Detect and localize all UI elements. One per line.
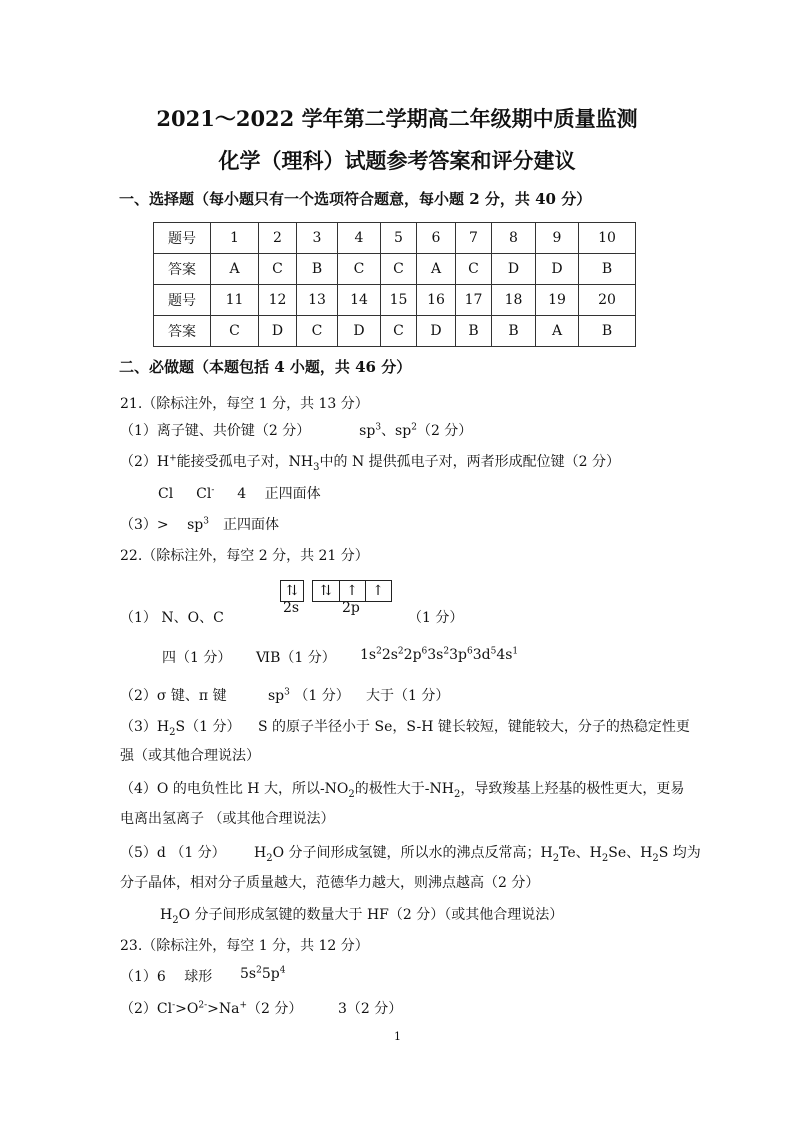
orbital-2s-box: [280, 580, 304, 602]
table-cell: C: [381, 316, 417, 347]
q23-header: 23.（除标注外，每空 1 分，共 12 分）: [120, 938, 369, 954]
table-row-label: 答案: [154, 316, 211, 347]
table-cell: C: [211, 316, 259, 347]
table-cell: C: [297, 316, 338, 347]
table-cell: 7: [456, 223, 492, 254]
table-cell: D: [259, 316, 297, 347]
table-cell: D: [417, 316, 456, 347]
page-number: 1: [394, 1030, 401, 1043]
q22-header: 22.（除标注外，每空 2 分，共 21 分）: [120, 548, 369, 564]
table-cell: 12: [259, 285, 297, 316]
q22-line3-b: $sp^3$ （1 分）: [268, 687, 350, 704]
document-title: 2021～2022 学年第二学期高二年级期中质量监测: [156, 106, 638, 131]
table-cell: A: [211, 254, 259, 285]
q21-header: 21.（除标注外，每空 1 分，共 13 分）: [120, 396, 369, 412]
table-cell: B: [492, 316, 536, 347]
table-cell: C: [381, 254, 417, 285]
table-cell: 20: [579, 285, 636, 316]
table-cell: C: [338, 254, 381, 285]
table-row-label: 题号: [154, 285, 211, 316]
q21-line1-a: （1）离子键、共价键（2 分）: [120, 423, 311, 439]
table-row: [154, 254, 636, 285]
q22-line7: 电离出氢离子 （或其他合理说法）: [120, 811, 335, 827]
orbital-2s-electrons: ⇅: [286, 583, 298, 599]
answer-table: [153, 222, 636, 347]
table-cell: C: [456, 254, 492, 285]
table-cell: D: [536, 254, 579, 285]
table-row-label: 答案: [154, 254, 211, 285]
q22-line9: 分子晶体，相对分子质量越大，范德华力越大，则沸点越高（2 分）: [120, 875, 540, 891]
q22-line4-c: S 的原子半径小于 Se，S-H 键长较短，键能较大，分子的热稳定性更: [258, 719, 690, 735]
table-row: [154, 223, 636, 254]
table-cell: 9: [536, 223, 579, 254]
q22-line6: （4）O 的电负性比 H 大，所以$-NO_2$的极性大于$-NH_2$，导致羧基上羟基的极性更大，更易: [120, 781, 685, 800]
q21-line1: [120, 420, 472, 440]
table-cell: 1: [211, 223, 259, 254]
orbital-diagram: [280, 580, 390, 622]
table-cell: 17: [456, 285, 492, 316]
q22-line1-score: （1 分）: [408, 610, 464, 626]
q22-line2-a: 四（1 分）: [162, 650, 232, 666]
table-cell: 15: [381, 285, 417, 316]
table-row-label: 题号: [154, 223, 211, 254]
orbital-2p-1: ⇅: [320, 583, 332, 599]
table-cell: B: [456, 316, 492, 347]
table-cell: 19: [536, 285, 579, 316]
electron-configuration: $1s^22s^22p^63s^23p^63d^54s^1$: [360, 646, 519, 663]
table-cell: A: [417, 254, 456, 285]
table-cell: B: [579, 254, 636, 285]
table-cell: D: [338, 316, 381, 347]
q23-line2: $(2)Cl^->O^{2-}>Na^+(2$ 分）: [120, 1000, 303, 1017]
table-cell: D: [492, 254, 536, 285]
table-cell: 14: [338, 285, 381, 316]
orbital-2s-label: 2s: [283, 600, 300, 616]
table-cell: C: [259, 254, 297, 285]
table-cell: 5: [381, 223, 417, 254]
q22-line1: （1） N、O、C: [120, 610, 224, 626]
orbital-2p-box: [312, 580, 392, 602]
table-cell: 18: [492, 285, 536, 316]
q21-line2: （2）H+能接受孤电子对，$NH_3$中的 N 提供孤电子对，两者形成配位键（2 分）: [120, 453, 621, 473]
table-cell: 11: [211, 285, 259, 316]
q22-line2-b: ⅥB（1 分）: [256, 650, 336, 666]
q22-line5: 强（或其他合理说法）: [120, 748, 260, 764]
table-cell: 8: [492, 223, 536, 254]
q22-line8-a: （5）d （1 分）: [120, 845, 226, 861]
section1-heading: 一、选择题（每小题只有一个选项符合题意，每小题 2 分，共 40 分）: [119, 190, 592, 208]
orbital-2p-2: ↑: [346, 583, 358, 599]
q22-line3-c: 大于（1 分）: [366, 688, 450, 704]
q22-line10: $H_2O$ 分子间形成氢键的数量大于 HF（2 分）（或其他合理说法）: [160, 907, 564, 926]
table-cell: 6: [417, 223, 456, 254]
table-cell: B: [579, 316, 636, 347]
table-cell: 2: [259, 223, 297, 254]
table-row: [154, 285, 636, 316]
q22-line3-a: （2）σ 键、π 键: [120, 688, 227, 704]
document-subtitle: 化学（理科）试题参考答案和评分建议: [218, 148, 576, 173]
table-cell: 4: [338, 223, 381, 254]
table-row: [154, 316, 636, 347]
q21-line4: （3）> $sp^3$ 正四面体: [120, 516, 279, 533]
table-cell: 16: [417, 285, 456, 316]
q22-line4: $(3)H_2S(1$ 分）: [120, 719, 241, 738]
q23-line1-a: （1）6 球形: [120, 969, 213, 985]
q22-line8-b: $H_2O$ 分子间形成氢键，所以水的沸点反常高；$H_2Te$、$H_2Se$、$H_2S$ 均为: [254, 845, 701, 864]
table-cell: 10: [579, 223, 636, 254]
orbital-2p-label: 2p: [342, 600, 360, 616]
q21-line1-b: $sp^3$、$sp^2(2$ 分）: [359, 422, 473, 439]
table-cell: 13: [297, 285, 338, 316]
orbital-2p-3: ↑: [372, 583, 384, 599]
section2-heading: 二、必做题（本题包括 4 小题，共 46 分）: [119, 358, 412, 376]
table-cell: B: [297, 254, 338, 285]
q21-line3: Cl Cl- 4 正四面体: [158, 485, 321, 502]
table-cell: 3: [297, 223, 338, 254]
table-cell: A: [536, 316, 579, 347]
q23-line2-e: 3（2 分）: [338, 1001, 403, 1017]
q23-line1-b: $5s^25p^4$: [240, 965, 286, 982]
